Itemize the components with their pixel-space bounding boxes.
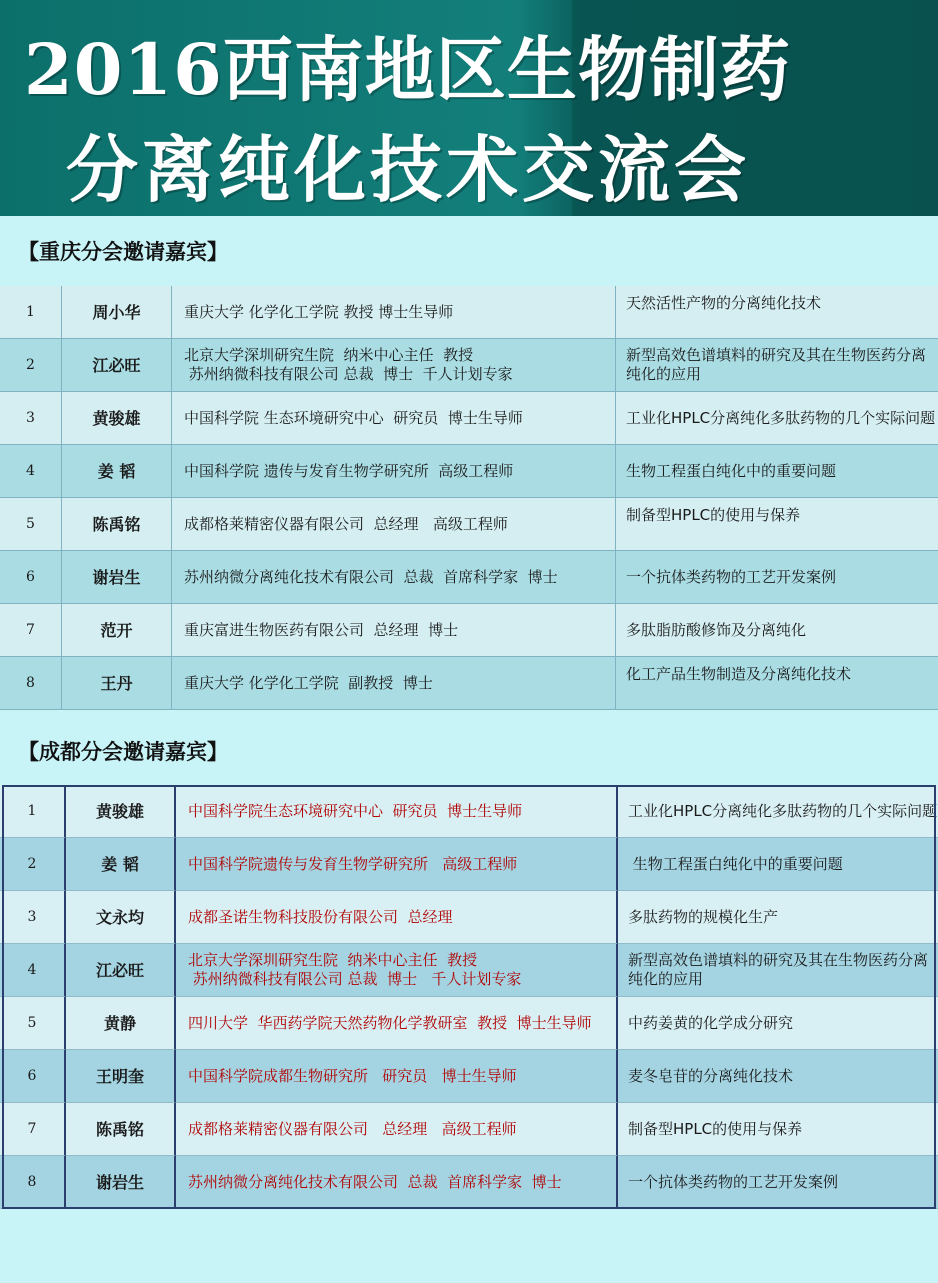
guest-affiliation xyxy=(172,392,616,445)
section-title-chongqing: 【重庆分会邀请嘉宾】 xyxy=(18,240,228,264)
affiliation-line: 成都圣诺生物科技股份有限公司 总经理 xyxy=(188,907,453,926)
row-number: 7 xyxy=(0,1103,66,1156)
row-number: 2 xyxy=(0,339,62,392)
guest-affiliation xyxy=(176,1103,618,1156)
guest-name: 姜 韬 xyxy=(66,838,176,891)
row-number: 4 xyxy=(0,944,66,997)
talk-topic: 麦冬皂苷的分离纯化技术 xyxy=(618,1050,938,1103)
guest-affiliation xyxy=(172,445,616,498)
affiliation-line: 北京大学深圳研究生院 纳米中心主任 教授 xyxy=(188,951,478,969)
guest-name: 文永均 xyxy=(66,891,176,944)
guest-affiliation xyxy=(176,944,618,997)
affiliation-line: 重庆大学 化学化工学院 教授 博士生导师 xyxy=(184,302,454,321)
table-row xyxy=(0,1156,938,1209)
talk-topic: 工业化HPLC分离纯化多肽药物的几个实际问题 xyxy=(616,392,938,445)
talk-topic: 一个抗体类药物的工艺开发案例 xyxy=(616,551,938,604)
guest-name: 陈禹铭 xyxy=(66,1103,176,1156)
affiliation-line: 重庆大学 化学化工学院 副教授 博士 xyxy=(184,673,433,692)
row-number: 8 xyxy=(0,1156,66,1209)
affiliation-line: 成都格莱精密仪器有限公司 总经理 高级工程师 xyxy=(184,514,508,533)
affiliation-line: 苏州纳微分离纯化技术有限公司 总裁 首席科学家 博士 xyxy=(184,567,558,586)
row-number: 7 xyxy=(0,604,62,657)
guest-name: 陈禹铭 xyxy=(62,498,172,551)
banner-title-line-1: 2016西南地区生物制药 xyxy=(24,28,791,111)
talk-topic: 生物工程蛋白纯化中的重要问题 xyxy=(618,838,938,891)
table-row xyxy=(0,1103,938,1156)
talk-topic: 生物工程蛋白纯化中的重要问题 xyxy=(616,445,938,498)
guest-affiliation xyxy=(176,1156,618,1209)
table-row xyxy=(0,944,938,997)
guest-affiliation xyxy=(172,498,616,551)
row-number: 1 xyxy=(0,286,62,339)
guest-name: 黄骏雄 xyxy=(66,785,176,838)
guest-name: 范开 xyxy=(62,604,172,657)
guest-name: 谢岩生 xyxy=(62,551,172,604)
guest-name: 王丹 xyxy=(62,657,172,710)
row-number: 3 xyxy=(0,392,62,445)
table-row xyxy=(0,838,938,891)
table-row xyxy=(0,604,938,657)
affiliation-line: 北京大学深圳研究生院 纳米中心主任 教授 xyxy=(184,346,474,364)
table-row xyxy=(0,498,938,551)
row-number: 4 xyxy=(0,445,62,498)
affiliation-line: 中国科学院 生态环境研究中心 研究员 博士生导师 xyxy=(184,408,523,427)
guest-name: 黄静 xyxy=(66,997,176,1050)
guest-name: 黄骏雄 xyxy=(62,392,172,445)
row-number: 8 xyxy=(0,657,62,710)
affiliation-line: 成都格莱精密仪器有限公司 总经理 高级工程师 xyxy=(188,1119,517,1138)
row-number: 6 xyxy=(0,551,62,604)
guest-affiliation xyxy=(176,1050,618,1103)
talk-topic: 新型高效色谱填料的研究及其在生物医药分离纯化的应用 xyxy=(618,944,938,997)
guest-affiliation xyxy=(176,891,618,944)
affiliation-line: 中国科学院 遗传与发育生物学研究所 高级工程师 xyxy=(184,461,514,480)
guest-name: 王明奎 xyxy=(66,1050,176,1103)
table-row xyxy=(0,997,938,1050)
affiliation-line: 中国科学院遗传与发育生物学研究所 高级工程师 xyxy=(188,854,518,873)
talk-topic: 中药姜黄的化学成分研究 xyxy=(618,997,938,1050)
guest-affiliation xyxy=(172,657,616,710)
affiliation-line: 中国科学院生态环境研究中心 研究员 博士生导师 xyxy=(188,801,523,820)
talk-topic: 工业化HPLC分离纯化多肽药物的几个实际问题 xyxy=(618,785,938,838)
affiliation-line: 重庆富进生物医药有限公司 总经理 博士 xyxy=(184,620,459,639)
talk-topic: 新型高效色谱填料的研究及其在生物医药分离纯化的应用 xyxy=(616,339,938,392)
table-row xyxy=(0,445,938,498)
guest-name: 江必旺 xyxy=(66,944,176,997)
guest-name: 江必旺 xyxy=(62,339,172,392)
affiliation-line: 苏州纳微分离纯化技术有限公司 总裁 首席科学家 博士 xyxy=(188,1172,562,1191)
guest-affiliation xyxy=(176,997,618,1050)
affiliation-line: 苏州纳微科技有限公司 总裁 博士 千人计划专家 xyxy=(188,970,522,988)
table-row xyxy=(0,339,938,392)
row-number: 3 xyxy=(0,891,66,944)
table-row xyxy=(0,551,938,604)
guest-affiliation xyxy=(172,339,616,392)
table-row xyxy=(0,785,938,838)
table-row xyxy=(0,1050,938,1103)
talk-topic: 化工产品生物制造及分离纯化技术 xyxy=(616,657,938,710)
talk-topic: 天然活性产物的分离纯化技术 xyxy=(616,286,938,339)
guest-affiliation xyxy=(176,838,618,891)
table-row xyxy=(0,891,938,944)
row-number: 5 xyxy=(0,498,62,551)
affiliation-line: 苏州纳微科技有限公司 总裁 博士 千人计划专家 xyxy=(184,365,513,383)
guest-name: 姜 韬 xyxy=(62,445,172,498)
guest-name: 谢岩生 xyxy=(66,1156,176,1209)
guest-name: 周小华 xyxy=(62,286,172,339)
table-row xyxy=(0,392,938,445)
guest-affiliation xyxy=(176,785,618,838)
row-number: 1 xyxy=(0,785,66,838)
guest-affiliation xyxy=(172,604,616,657)
talk-topic: 制备型HPLC的使用与保养 xyxy=(618,1103,938,1156)
banner-title-line-2: 分离纯化技术交流会 xyxy=(66,127,751,212)
table-row xyxy=(0,286,938,339)
guest-affiliation xyxy=(172,551,616,604)
row-number: 2 xyxy=(0,838,66,891)
header-banner xyxy=(0,0,938,216)
talk-topic: 一个抗体类药物的工艺开发案例 xyxy=(618,1156,938,1209)
section-title-chengdu: 【成都分会邀请嘉宾】 xyxy=(18,740,228,764)
guest-affiliation xyxy=(172,286,616,339)
talk-topic: 制备型HPLC的使用与保养 xyxy=(616,498,938,551)
talk-topic: 多肽脂肪酸修饰及分离纯化 xyxy=(616,604,938,657)
row-number: 5 xyxy=(0,997,66,1050)
affiliation-line: 四川大学 华西药学院天然药物化学教研室 教授 博士生导师 xyxy=(188,1013,592,1032)
talk-topic: 多肽药物的规模化生产 xyxy=(618,891,938,944)
table-row xyxy=(0,657,938,710)
row-number: 6 xyxy=(0,1050,66,1103)
affiliation-line: 中国科学院成都生物研究所 研究员 博士生导师 xyxy=(188,1066,517,1085)
